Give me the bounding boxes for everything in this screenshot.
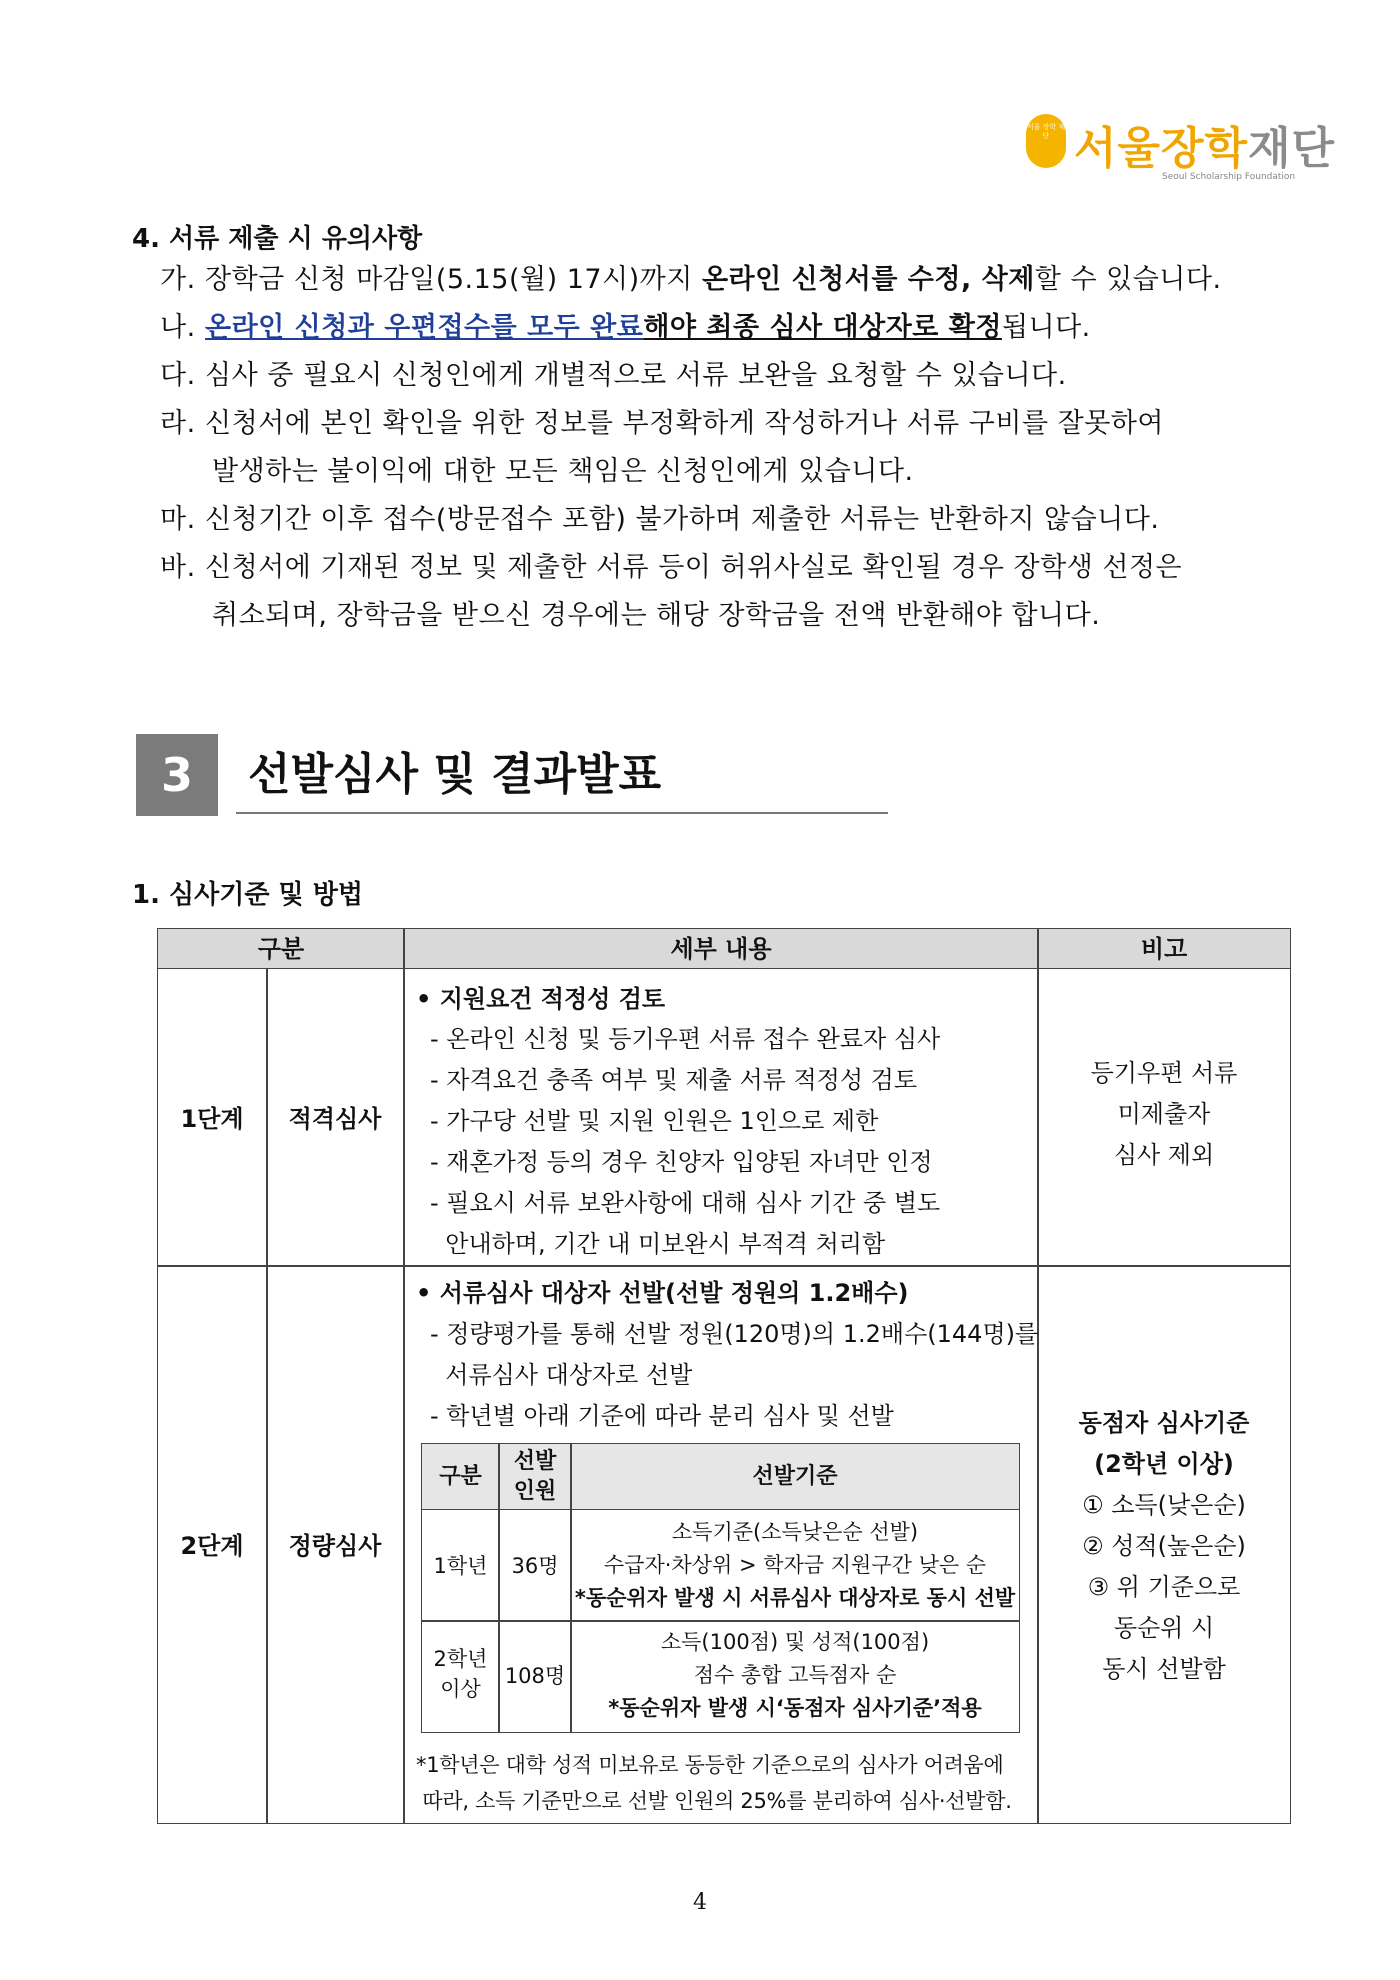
- notice-item-ra-cont: 발생하는 불이익에 대한 모든 책임은 신청인에게 있습니다.: [212, 456, 914, 487]
- selection-criteria-table: [421, 1443, 1020, 1733]
- page-number: 4: [693, 1890, 707, 1915]
- row1-grade: 1학년: [433, 1554, 488, 1578]
- logo-name: 서울장학재단: [1074, 123, 1336, 174]
- stage1-label: 1단계: [180, 1105, 244, 1133]
- inner-header-category: 구분: [422, 1444, 499, 1510]
- subsection-title: 1. 심사기준 및 방법: [132, 880, 363, 910]
- stage1-head: • 지원요건 적정성 검토: [416, 985, 666, 1013]
- stage1-line: - 필요시 서류 보완사항에 대해 심사 기간 중 별도: [430, 1189, 941, 1217]
- notice-item-na: 나. 온라인 신청과 우편접수를 모두 완료해야 최종 심사 대상자로 확정됩니다.: [160, 312, 1091, 343]
- notice-item-ga: 가. 장학금 신청 마감일(5.15(월) 17시)까지 온라인 신청서를 수정, 삭제할 수 있습니다.: [160, 264, 1222, 295]
- footnote-line: 따라, 소득 기준만으로 선발 인원의 25%를 분리하여 심사·선발함.: [416, 1789, 1012, 1813]
- stage2-line: 서류심사 대상자로 선발: [430, 1361, 693, 1389]
- table-divider: [403, 929, 405, 1823]
- stage2-type: 정량심사: [288, 1532, 382, 1560]
- stage2-label: 2단계: [180, 1532, 244, 1560]
- notice-item-ma: 마. 신청기간 이후 접수(방문접수 포함) 불가하며 제출한 서류는 반환하지 않습니다.: [160, 504, 1160, 535]
- inner-header-count: 선발 인원: [499, 1444, 571, 1510]
- stage2-head: • 서류심사 대상자 선발(선발 정원의 1.2배수): [416, 1279, 909, 1307]
- table-row-divider: [158, 1265, 1290, 1267]
- notice-item-ba: 바. 신청서에 기재된 정보 및 제출한 서류 등이 허위사실로 확인될 경우 장학생 선정은: [160, 552, 1183, 583]
- section-title: 선발심사 및 결과발표: [248, 749, 662, 800]
- section-underline: [236, 812, 888, 814]
- inner-header-criteria: 선발기준: [571, 1444, 1019, 1510]
- notice-link[interactable]: 온라인 신청과 우편접수를 모두 완료: [205, 312, 644, 343]
- notice-item-da: 다. 심사 중 필요시 신청인에게 개별적으로 서류 보완을 요청할 수 있습니다.: [160, 360, 1067, 391]
- section4-title: 4. 서류 제출 시 유의사항: [132, 224, 423, 254]
- stage1-line: - 재혼가정 등의 경우 친양자 입양된 자녀만 인정: [430, 1148, 933, 1176]
- criteria-table: [157, 928, 1291, 1824]
- header-category: 구분: [158, 929, 404, 969]
- logo-subtitle: Seoul Scholarship Foundation: [1162, 172, 1296, 182]
- footnote-line: *1학년은 대학 성적 미보유로 동등한 기준으로의 심사가 어려움에: [416, 1753, 1004, 1777]
- row2-count: 108명: [504, 1664, 566, 1688]
- stage2-line: - 정량평가를 통해 선발 정원(120명)의 1.2배수(144명)를: [430, 1320, 1039, 1348]
- foundation-logo: [1026, 108, 1336, 188]
- row2-criteria: 소득(100점) 및 성적(100점) 점수 총합 고득점자 순 *동순위자 발생 시‘동점자 심사기준’적용: [608, 1630, 982, 1720]
- stage1-line: - 온라인 신청 및 등기우편 서류 접수 완료자 심사: [430, 1025, 941, 1053]
- stage1-line: 안내하며, 기간 내 미보완시 부적격 처리함: [430, 1230, 886, 1258]
- row2-grade: 2학년 이상: [433, 1647, 488, 1701]
- inner-row-divider: [422, 1620, 1019, 1622]
- row1-criteria: 소득기준(소득낮은순 선발) 수급자·차상위 > 학자금 지원구간 낮은 순 *동순위자 발생 시 서류심사 대상자로 동시 선발: [574, 1520, 1016, 1610]
- notice-item-ra: 라. 신청서에 본인 확인을 위한 정보를 부정확하게 작성하거나 서류 구비를 잘못하여: [160, 408, 1164, 439]
- section-number-badge: 3: [136, 734, 218, 816]
- stage1-line: - 가구당 선발 및 지원 인원은 1인으로 제한: [430, 1107, 879, 1135]
- stage1-note: 등기우편 서류 미제출자 심사 제외: [1090, 1059, 1238, 1169]
- tie-break-note: 동점자 심사기준 (2학년 이상) ① 소득(낮은순) ② 성적(높은순) ③ 위 기준으로 동순위 시 동시 선발함: [1078, 1409, 1250, 1683]
- notice-item-ba-cont: 취소되며, 장학금을 받으신 경우에는 해당 장학금을 전액 반환해야 합니다.: [212, 600, 1101, 631]
- header-note: 비고: [1038, 929, 1290, 969]
- stage1-line: - 자격요건 충족 여부 및 제출 서류 적정성 검토: [430, 1066, 918, 1094]
- header-detail: 세부 내용: [404, 929, 1038, 969]
- stage1-type: 적격심사: [288, 1105, 382, 1133]
- table-divider: [266, 969, 268, 1823]
- logo-seal: 서울 장학 재단: [1026, 114, 1066, 168]
- stage2-line: - 학년별 아래 기준에 따라 분리 심사 및 선발: [430, 1402, 894, 1430]
- row1-count: 36명: [511, 1554, 559, 1578]
